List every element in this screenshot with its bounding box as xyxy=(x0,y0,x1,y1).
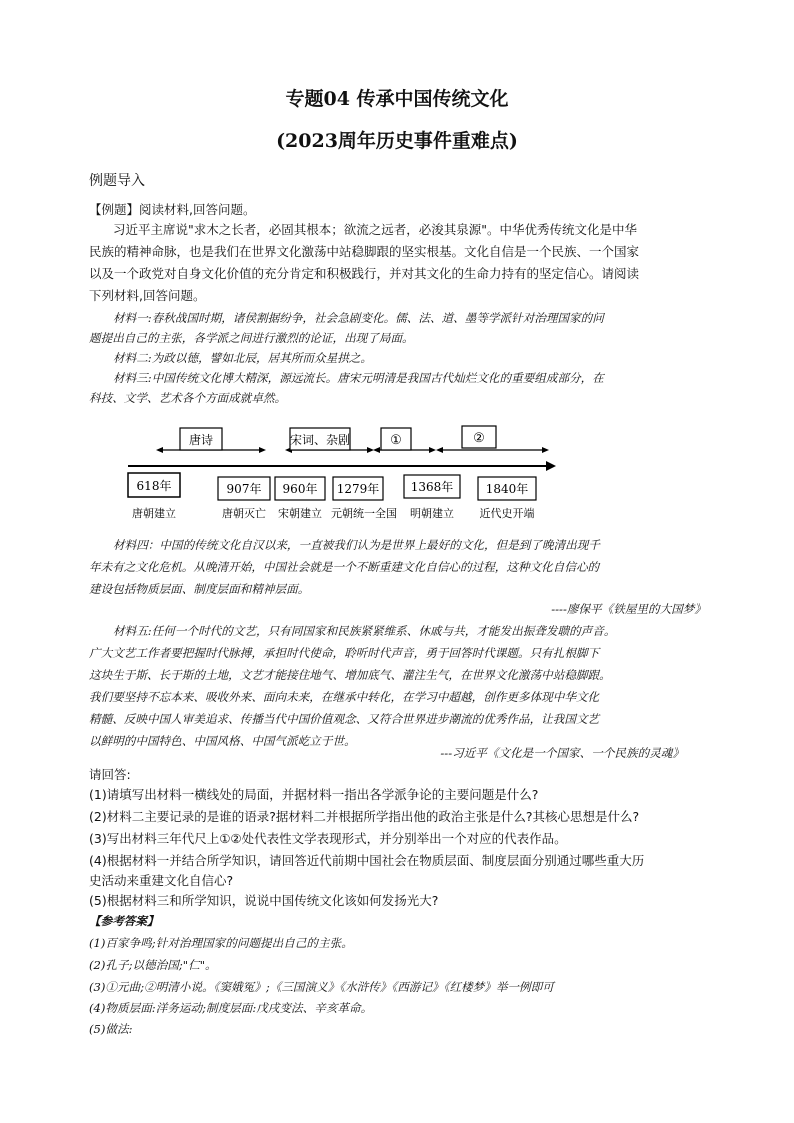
material-line: 材料三:中国传统文化博大精深，源远流长。唐宋元明清是我国古代灿烂文化的重要组成部分，在 xyxy=(113,371,604,385)
svg-text:1279年: 1279年 xyxy=(336,482,380,496)
timeline-arrowhead xyxy=(546,461,556,471)
svg-text:1840年: 1840年 xyxy=(485,482,529,496)
svg-text:618年: 618年 xyxy=(136,479,172,493)
material4-line: 材料四：中国的传统文化自汉以来，一直被我们认为是世界上最好的文化，但是到了晚清出现千 xyxy=(113,538,600,552)
question-item: (3)写出材料三年代尺上①②处代表性文学表现形式，并分别举出一个对应的代表作品。 xyxy=(89,831,567,846)
period-arrow-blank-1 xyxy=(373,428,436,453)
material5-line: 广大文艺工作者要把握时代脉搏，承担时代使命，聆听时代声音，勇于回答时代课题。只有扎根脚下 xyxy=(89,646,600,660)
material-line: 科技、文学、艺术各个方面成就卓然。 xyxy=(89,391,287,405)
answer-item: (3)①元曲;②明清小说。《窦娥冤》;《三国演义》《水浒传》《西游记》《红楼梦》举一例即可 xyxy=(89,980,554,994)
answer-item: (1)百家争鸣;针对治理国家的问题提出自己的主张。 xyxy=(89,936,353,950)
example-lead: 【例题】阅读材料,回答问题。 xyxy=(89,202,256,217)
period-arrow-tang-poetry xyxy=(156,428,266,453)
question-item: (5)根据材料三和所学知识，说说中国传统文化该如何发扬光大? xyxy=(89,893,439,908)
period-arrow-blank-2 xyxy=(436,426,549,453)
question-item: (2)材料二主要记录的是谁的语录?据材料二并根据所学指出他的政治主张是什么?其核心思想是什么? xyxy=(89,809,640,824)
event-label: 近代史开端 xyxy=(479,507,535,520)
event-label: 唐朝灭亡 xyxy=(222,507,266,520)
event-label: 唐朝建立 xyxy=(132,507,176,520)
year-box-1840 xyxy=(478,477,536,500)
answer-item: (4)物质层面:洋务运动;制度层面:戊戌变法、辛亥革命。 xyxy=(89,1001,373,1015)
year-box-960 xyxy=(275,477,325,500)
question-item: 史活动来重建文化自信心? xyxy=(89,873,234,888)
period-arrow-song-ci xyxy=(285,428,374,453)
answer-item: (2)孔子;以德治国;"仁"。 xyxy=(89,958,217,972)
material5-line: 我们要坚持不忘本来、吸收外来、面向未来，在继承中转化，在学习中超越，创作更多体现中华文化 xyxy=(89,690,600,704)
material5-line: 材料五:任何一个时代的文艺，只有同国家和民族紧紧维系、休戚与共，才能发出振聋发聩的声音。 xyxy=(113,624,616,638)
answers-label: 【参考答案】 xyxy=(89,914,159,928)
material5-line: 这块生于斯、长于斯的土地，文艺才能接住地气、增加底气、灌注生气，在世界文化激荡中站稳脚跟。 xyxy=(89,668,611,682)
section-label: 例题导入 xyxy=(89,173,145,189)
material-line: 题提出自己的主张，各学派之间进行激烈的论证，出现了局面。 xyxy=(89,331,414,345)
year-box-1368 xyxy=(404,475,460,498)
material5-line: 精髓、反映中国人审美追求、传播当代中国价值观念、又符合世界进步潮流的优秀作品，让我国文艺 xyxy=(89,712,600,726)
period-label-blank-2: ② xyxy=(473,431,485,446)
svg-text:960年: 960年 xyxy=(282,482,318,496)
year-box-1279 xyxy=(333,477,383,500)
intro-line: 以及一个政党对自身文化价值的充分肯定和积极践行，并对其文化的生命力持有的坚定信心。请阅读 xyxy=(89,266,640,281)
period-label-blank-1: ① xyxy=(390,433,402,448)
intro-line: 下列材料,回答问题。 xyxy=(89,288,206,303)
year-box-907 xyxy=(218,477,270,500)
question-item: (4)根据材料一并结合所学知识，请回答近代前期中国社会在物质层面、制度层面分别通过哪些重大历 xyxy=(89,853,645,868)
answer-item: (5)做法: xyxy=(89,1022,133,1036)
svg-text:907年: 907年 xyxy=(226,482,262,496)
question-item: (1)请填写出材料一横线处的局面，并据材料一指出各学派争论的主要问题是什么? xyxy=(89,787,539,802)
material-line: 材料二:为政以德，譬如北辰，居其所而众星拱之。 xyxy=(113,351,372,365)
material4-source: ----廖保平《铁屋里的大国梦》 xyxy=(551,602,706,616)
material-line: 材料一:春秋战国时期，诸侯割据纷争，社会急剧变化。儒、法、道、墨等学派针对治理国家的问 xyxy=(113,311,604,325)
event-label: 宋朝建立 xyxy=(278,507,322,520)
year-box-618 xyxy=(128,473,180,497)
material5-source: ---习近平《文化是一个国家、一个民族的灵魂》 xyxy=(440,746,684,760)
intro-line: 习近平主席说"求木之长者，必固其根本；欲流之远者，必浚其泉源"。中华优秀传统文化是中华 xyxy=(113,222,638,237)
intro-line: 民族的精神命脉，也是我们在世界文化激荡中站稳脚跟的坚实根基。文化自信是一个民族、一个国家 xyxy=(89,244,640,259)
period-label-tang-poetry: 唐诗 xyxy=(188,433,214,447)
period-label-song-ci: 宋词、杂剧 xyxy=(289,433,351,447)
dynasty-timeline xyxy=(0,420,794,535)
event-label: 元朝统一全国 xyxy=(331,507,397,520)
material5-line: 以鲜明的中国特色、中国风格、中国气派屹立于世。 xyxy=(89,734,356,748)
material4-line: 年未有之文化危机。从晚清开始，中国社会就是一个不断重建文化自信心的过程，这种文化自信心的 xyxy=(89,560,600,574)
svg-text:1368年: 1368年 xyxy=(410,480,454,494)
event-label: 明朝建立 xyxy=(410,507,454,520)
document-title: 专题04 传承中国传统文化 xyxy=(285,88,509,110)
material4-line: 建设包括物质层面、制度层面和精神层面。 xyxy=(89,582,310,596)
questions-label: 请回答: xyxy=(89,767,131,782)
document-subtitle: (2023周年历史事件重难点) xyxy=(276,130,518,152)
